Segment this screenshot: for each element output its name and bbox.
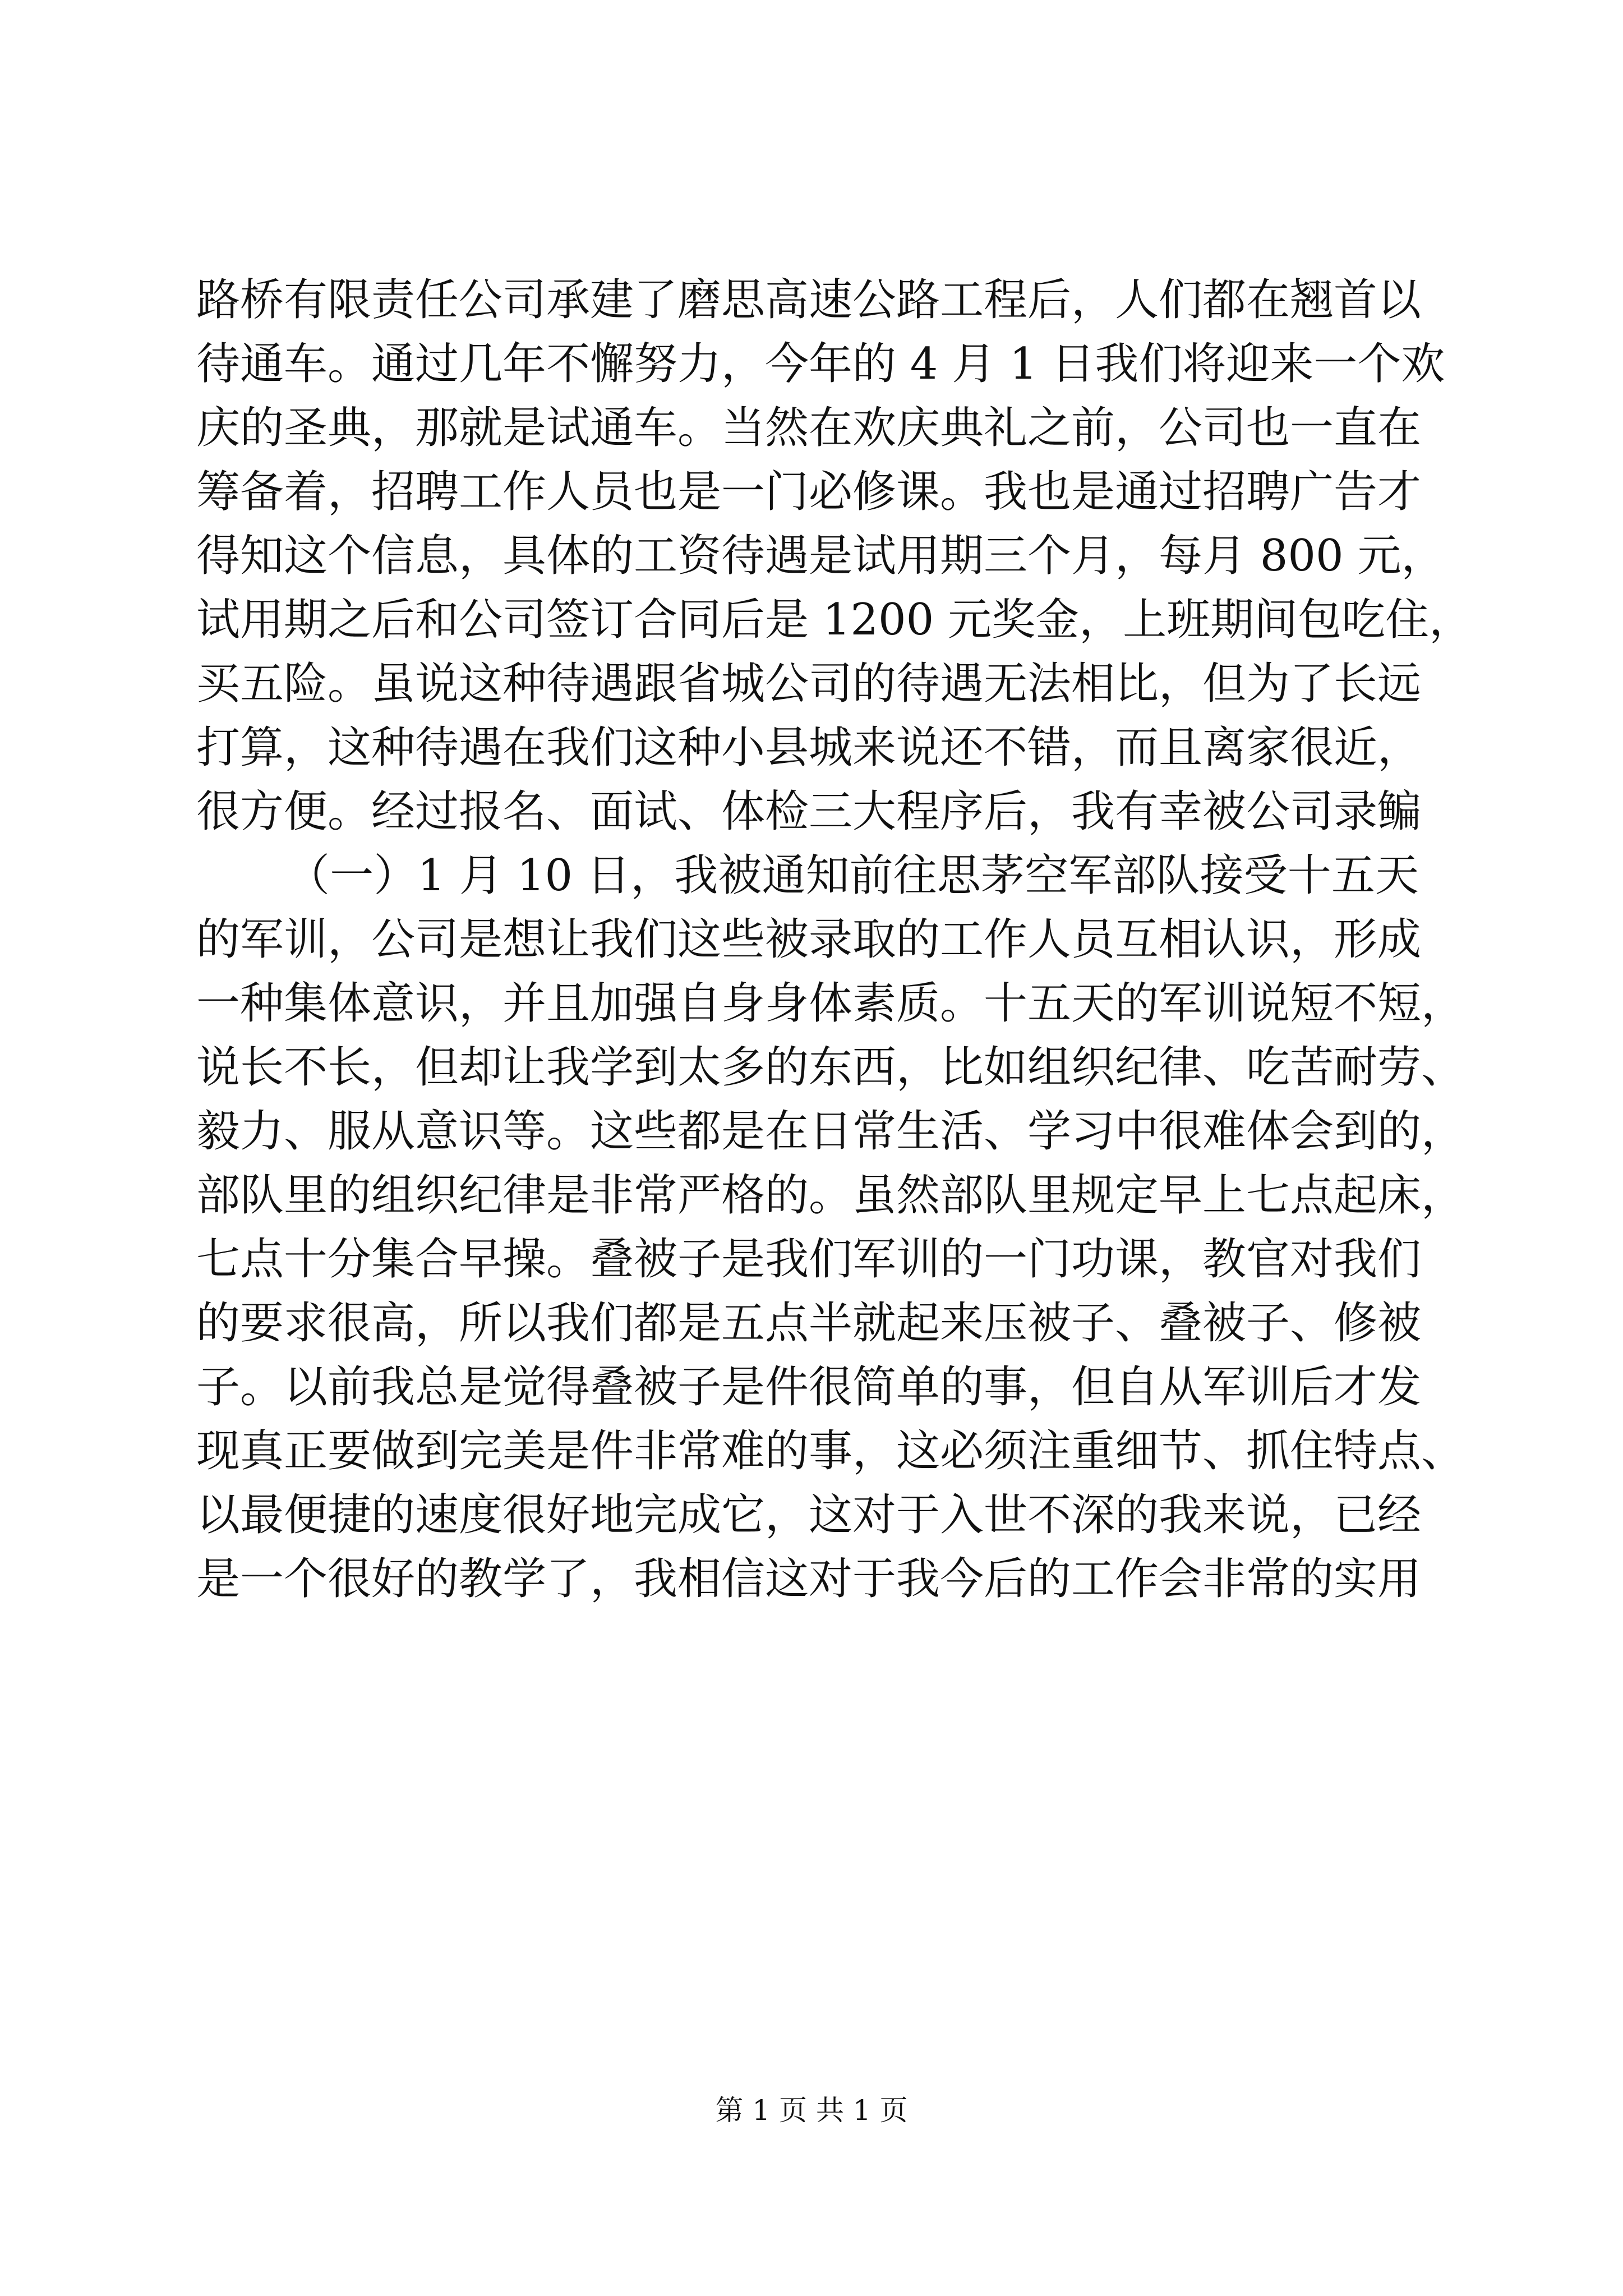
text-line: 子。以前我总是觉得叠被子是件很简单的事，但自从军训后才发 <box>196 1362 1422 1412</box>
text-line: 待通车。通过几年不懈努力，今年的 4 月 1 日我们将迎来一个欢 <box>196 339 1445 389</box>
text-line: 很方便。经过报名、面试、体检三大程序后，我有幸被公司录鳊 <box>196 786 1422 837</box>
text-line: 现真正要做到完美是件非常难的事，这必须注重细节、抓住特点、 <box>196 1426 1465 1476</box>
page-footer <box>0 2093 1623 2127</box>
text-line: 的要求很高，所以我们都是五点半就起来压被子、叠被子、修被 <box>196 1298 1422 1349</box>
text-line: 打算，这种待遇在我们这种小县城来说还不错，而且离家很近， <box>196 723 1422 773</box>
text-line: 是一个很好的教学了，我相信这对于我今后的工作会非常的实用 <box>196 1554 1422 1604</box>
text-line: 一种集体意识，并且加强自身身体素质。十五天的军训说短不短， <box>196 978 1465 1029</box>
document-body <box>196 268 1473 1611</box>
text-line: 得知这个信息，具体的工资待遇是试用期三个月，每月 800 元， <box>196 531 1445 581</box>
text-line: 七点十分集合早操。叠被子是我们军训的一门功课，教官对我们 <box>196 1234 1422 1285</box>
text-line: 买五险。虽说这种待遇跟省城公司的待遇无法相比，但为了长远 <box>196 659 1422 709</box>
text-line: 以最便捷的速度很好地完成它，这对于入世不深的我来说，已经 <box>196 1490 1422 1540</box>
text-line: 路桥有限责任公司承建了磨思高速公路工程后，人们都在翘首以 <box>196 275 1422 325</box>
text-line: 的军训，公司是想让我们这些被录取的工作人员互相认识，形成 <box>196 914 1422 965</box>
text-line: 试用期之后和公司签订合同后是 1200 元奖金，上班期间包吃住， <box>196 595 1473 645</box>
page-number: 第 1 页 共 1 页 <box>715 2094 908 2127</box>
text-line: 部队里的组织纪律是非常严格的。虽然部队里规定早上七点起床， <box>196 1170 1465 1221</box>
text-line: 说长不长，但却让我学到太多的东西，比如组织纪律、吃苦耐劳、 <box>196 1042 1465 1093</box>
text-line: 筹备着，招聘工作人员也是一门必修课。我也是通过招聘广告才 <box>196 467 1422 517</box>
text-line: （一）1 月 10 日，我被通知前往思茅空军部队接受十五天 <box>286 850 1419 901</box>
text-line: 毅力、服从意识等。这些都是在日常生活、学习中很难体会到的， <box>196 1106 1465 1157</box>
text-line: 庆的圣典，那就是试通车。当然在欢庆典礼之前，公司也一直在 <box>196 403 1422 453</box>
